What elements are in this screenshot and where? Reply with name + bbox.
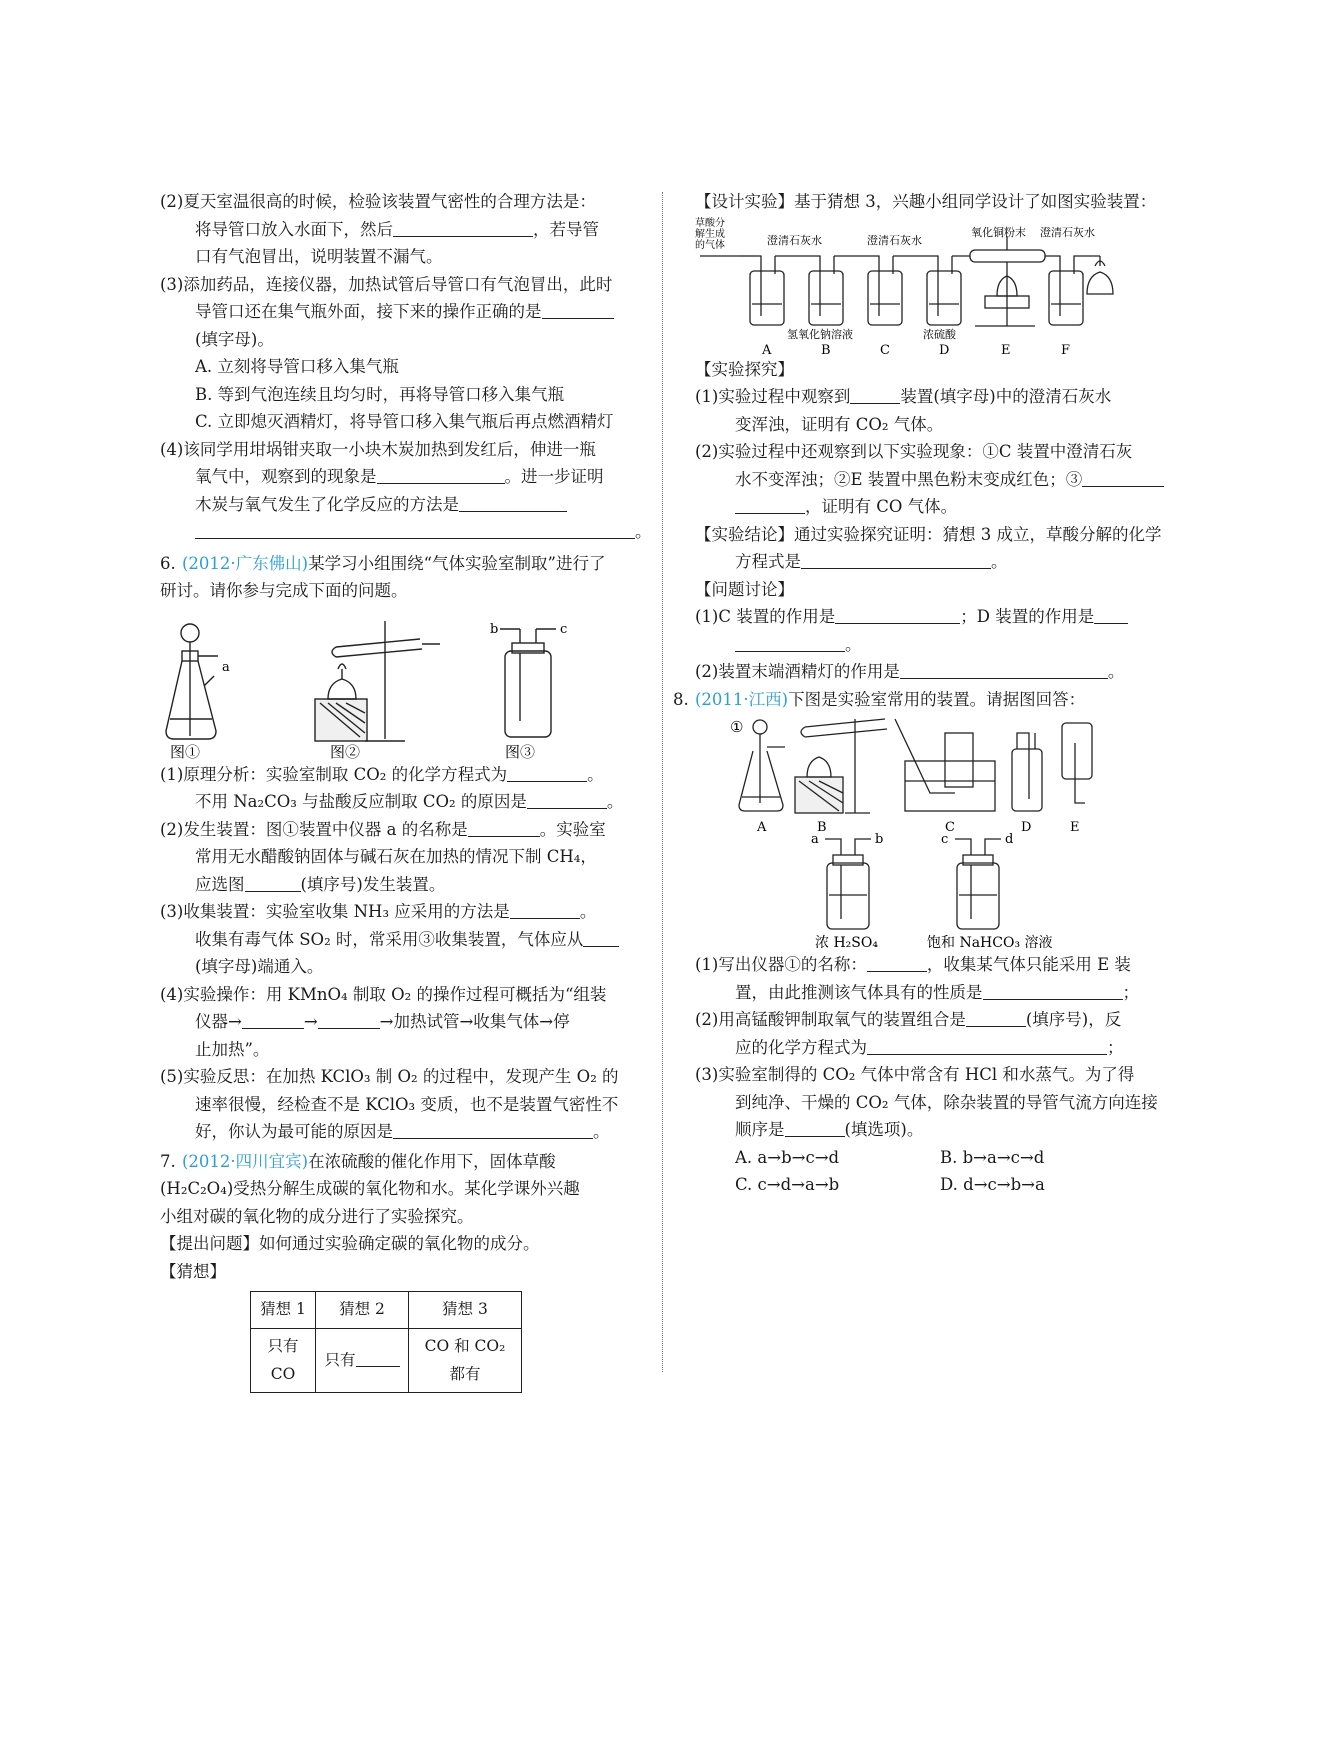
q6-4-line1: (4)实验操作：用 KMnO₄ 制取 O₂ 的操作过程可概括为“组装 <box>160 984 607 1004</box>
q6-3-line2: 收集有毒气体 SO₂ 时，常采用③收集装置，气体应从 <box>160 926 655 954</box>
q6-label-c: c <box>560 621 568 637</box>
answer-blank[interactable] <box>867 953 927 972</box>
q6-2-line1: (2)发生装置：图①装置中仪器 a 的名称是 。实验室 <box>160 819 606 839</box>
guess-head-2: 猜想 2 <box>316 1292 409 1329</box>
answer-blank[interactable] <box>459 493 567 512</box>
guess-cell-1: 只有 CO <box>251 1329 316 1393</box>
q8-options-row2 <box>695 1171 1175 1199</box>
q6-5-line2: 速率很慢，经检查不是 KClO₃ 变质，也不是装置气密性不 <box>195 1094 619 1114</box>
q8-port-c: c <box>941 832 949 847</box>
q6-intro: 6. (2012·广东佛山)某学习小组围绕“气体实验室制取”进行了 <box>160 553 606 573</box>
answer-blank[interactable] <box>245 873 301 892</box>
q8-letter-a: A <box>757 820 767 835</box>
q5-3-option-a: A. 立刻将导管口移入集气瓶 <box>195 357 399 376</box>
explore-2-line1: (2)实验过程中还观察到以下实验现象：①C 装置中澄清石灰 <box>695 442 1133 461</box>
guess-cell-2: 只有 <box>316 1329 409 1393</box>
q8-3-line2: 到纯净、干燥的 CO₂ 气体，除杂装置的导管气流方向连接 <box>735 1092 1158 1112</box>
q5-2-line3: 口有气泡冒出，说明装置不漏气。 <box>195 247 443 266</box>
answer-blank[interactable] <box>735 633 845 652</box>
q6-3-line1: (3)收集装置：实验室收集 NH₃ 应采用的方法是 。 <box>160 902 597 921</box>
q8-circle-label: ① <box>730 718 744 736</box>
column-divider <box>662 192 663 1372</box>
guess-table-header <box>251 1292 522 1329</box>
q8-2-line2: 应的化学方程式为 ； <box>735 1037 1124 1057</box>
label-naoh-solution: 氢氧化钠溶液 <box>787 327 853 341</box>
guess-table-row <box>251 1329 522 1393</box>
gas-in-label-1: 草酸分 <box>695 217 725 229</box>
q7-apparatus <box>695 216 1175 356</box>
answer-blank[interactable] <box>850 385 900 404</box>
discussion-2-line1: (2)装置末端酒精灯的作用是 。 <box>695 662 1125 681</box>
label-copper-oxide: 氧化铜粉末 <box>971 225 1026 239</box>
answer-blank[interactable] <box>983 981 1123 1000</box>
q5-3-option-b: B. 等到气泡连续且均匀时，再将导管口移入集气瓶 <box>195 384 565 404</box>
q8-letter-c: C <box>945 820 955 835</box>
q8-caption-nahco3: 饱和 NaHCO₃ 溶液 <box>927 935 1053 951</box>
conclusion-line1: 【实验结论】通过实验探究证明：猜想 3 成立，草酸分解的化学 <box>695 524 1162 544</box>
q8-port-d: d <box>1005 832 1014 847</box>
explore-1-line2: 变浑浊，证明有 CO₂ 气体。 <box>735 414 944 434</box>
q6-2-line3: 应选图 (填序号)发生装置。 <box>195 874 446 894</box>
label-lime-water-c: 澄清石灰水 <box>867 233 922 247</box>
gas-in-label-3: 的气体 <box>695 239 725 251</box>
answer-blank[interactable] <box>507 763 587 782</box>
apparatus-letter-d: D <box>939 342 950 356</box>
discussion-title: 【问题讨论】 <box>695 579 794 599</box>
q6-4-line2: 仪器→ → →加热试管→收集气体→停 <box>195 1012 570 1031</box>
answer-blank[interactable] <box>1082 468 1164 487</box>
conclusion-line2: 方程式是 。 <box>735 552 1008 571</box>
answer-blank[interactable] <box>542 300 614 319</box>
answer-blank[interactable] <box>785 1118 845 1137</box>
answer-blank[interactable] <box>510 900 580 919</box>
q8-port-b: b <box>875 832 884 847</box>
q8-figures <box>695 713 1175 951</box>
q8-2-line1: (2)用高锰酸钾制取氧气的装置组合是 (填序号)，反 <box>695 1010 1122 1029</box>
explore-1-line1: (1)实验过程中观察到 装置(填字母)中的澄清石灰水 <box>695 387 1112 406</box>
q6-label-b: b <box>490 621 499 637</box>
q8-caption-h2so4: 浓 H₂SO₄ <box>815 935 878 951</box>
q6-2-line2: 常用无水醋酸钠固体与碱石灰在加热的情况下制 CH₄， <box>195 847 597 866</box>
q8-3-line1: (3)实验室制得的 CO₂ 气体中常含有 HCl 和水蒸气。为了得 <box>695 1065 1135 1084</box>
q6-figures <box>160 611 655 761</box>
explore-2-line2: 水不变浑浊；②E 装置中黑色粉末变成红色；③ <box>695 466 1175 494</box>
q5-2-line1: (2)夏天室温很高的时候，检验该装置气密性的合理方法是： <box>160 192 596 211</box>
q5-3-line1: (3)添加药品，连接仪器，加热试管后导管口有气泡冒出，此时 <box>160 274 613 294</box>
q8-letter-e: E <box>1070 820 1080 835</box>
answer-blank[interactable] <box>900 660 1108 679</box>
q6-caption-1: 图① <box>170 742 201 761</box>
answer-blank[interactable] <box>468 818 540 837</box>
q8-1-line1: (1)写出仪器①的名称： ，收集某气体只能采用 E 装 <box>695 955 1131 974</box>
q7-intro-3: 小组对碳的氧化物的成分进行了实验探究。 <box>160 1206 474 1226</box>
q8-3-line3: 顺序是 (填选项)。 <box>735 1120 924 1139</box>
q7-source: (2012·四川宜宾) <box>182 1151 309 1171</box>
q7-intro-2: (H₂C₂O₄)受热分解生成碳的氧化物和水。某化学课外兴趣 <box>160 1179 580 1198</box>
answer-blank[interactable] <box>195 520 635 539</box>
discussion-1-line2: 。 <box>695 631 1175 659</box>
explore-title: 【实验探究】 <box>695 359 794 379</box>
q5-4-line2: 氧气中，观察到的现象是 。进一步证明 <box>195 467 604 486</box>
answer-blank[interactable] <box>966 1008 1026 1027</box>
apparatus-letter-b: B <box>821 342 831 356</box>
q6-label-a: a <box>222 659 230 675</box>
q7-apparatus-drawing <box>695 216 1175 356</box>
label-lime-water-f: 澄清石灰水 <box>1040 225 1095 239</box>
right-column <box>673 188 1175 1199</box>
q8-option-a: A. a→b→c→d <box>735 1147 840 1167</box>
q5-4-line3: 木炭与氧气发生了化学反应的方法是 <box>160 491 655 519</box>
q8-source: (2011·江西) <box>695 689 789 709</box>
q5-3-line3: (填字母)。 <box>195 329 274 349</box>
guess-cell-3: CO 和 CO₂ 都有 <box>409 1329 522 1393</box>
q8-option-c: C. c→d→a→b <box>735 1175 840 1194</box>
q8-letter-b: B <box>817 820 827 835</box>
q6-5-line3: 好，你认为最可能的原因是 。 <box>195 1122 610 1141</box>
label-conc-sulfuric: 浓硫酸 <box>923 327 956 341</box>
left-column <box>160 188 655 1393</box>
answer-blank[interactable] <box>393 1120 593 1139</box>
gas-in-label-2: 解生成 <box>695 228 725 240</box>
answer-blank[interactable] <box>393 218 533 237</box>
discussion-1-line1: (1)C 装置的作用是 ；D 装置的作用是 <box>695 603 1175 631</box>
q7-ask: 【提出问题】如何通过实验确定碳的氧化物的成分。 <box>160 1234 540 1253</box>
answer-blank[interactable] <box>356 1348 400 1367</box>
apparatus-letter-a: A <box>762 342 772 356</box>
q7-intro: 7. (2012·四川宜宾)在浓硫酸的催化作用下，固体草酸 <box>160 1151 556 1171</box>
q8-option-d: D. d→c→b→a <box>940 1175 1045 1194</box>
q5-3-line2: 导管口还在集气瓶外面，接下来的操作正确的是 <box>160 298 655 326</box>
q5-2-line2: 将导管口放入水面下，然后 ，若导管 <box>195 219 599 239</box>
q6-5-line1: (5)实验反思：在加热 KClO₃ 制 O₂ 的过程中，发现产生 O₂ 的 <box>160 1067 619 1086</box>
guess-head-3: 猜想 3 <box>409 1292 522 1329</box>
guess-head-1: 猜想 1 <box>251 1292 316 1329</box>
q6-caption-3: 图③ <box>505 742 536 761</box>
answer-blank[interactable] <box>318 1010 380 1029</box>
q7-guess-title: 【猜想】 <box>160 1261 226 1281</box>
answer-blank[interactable] <box>527 790 607 809</box>
q8-option-b: B. b→a→c→d <box>940 1147 1045 1167</box>
q6-apparatus-drawing <box>160 611 655 761</box>
guess-table <box>250 1291 522 1393</box>
label-lime-water-a: 澄清石灰水 <box>767 233 822 247</box>
q8-1-line2: 置，由此推测该气体具有的性质是 ； <box>735 982 1139 1002</box>
answer-blank[interactable] <box>242 1010 304 1029</box>
q5-4-line4: 。 <box>160 518 655 546</box>
q6-1-line1: (1)原理分析：实验室制取 CO₂ 的化学方程式为 。 <box>160 764 604 784</box>
q5-3-option-c: C. 立即熄灭酒精灯，将导管口移入集气瓶后再点燃酒精灯 <box>195 412 614 431</box>
answer-blank[interactable] <box>1094 605 1128 624</box>
q6-4-line3: 止加热”。 <box>195 1039 270 1059</box>
q8-apparatus-drawing <box>695 713 1175 951</box>
q6-caption-2: 图② <box>330 742 361 761</box>
apparatus-letter-f: F <box>1061 342 1071 356</box>
q6-intro-2: 研讨。请你参与完成下面的问题。 <box>160 581 408 600</box>
apparatus-letter-e: E <box>1001 342 1011 356</box>
q6-1-line2: 不用 Na₂CO₃ 与盐酸反应制取 CO₂ 的原因是 。 <box>195 792 624 811</box>
answer-blank[interactable] <box>377 465 505 484</box>
q8-letter-d: D <box>1021 820 1032 835</box>
answer-blank[interactable] <box>735 495 805 514</box>
answer-blank[interactable] <box>835 605 960 624</box>
q8-port-a: a <box>811 832 819 847</box>
apparatus-letter-c: C <box>880 342 890 356</box>
q6-3-line3: (填字母)端通入。 <box>195 957 324 976</box>
q8-intro: 8. (2011·江西)下图是实验室常用的装置。请据图回答： <box>673 689 1086 709</box>
design-intro: 【设计实验】基于猜想 3，兴趣小组同学设计了如图实验装置： <box>695 192 1157 211</box>
q5-4-line1: (4)该同学用坩埚钳夹取一小块木炭加热到发红后，伸进一瓶 <box>160 439 596 459</box>
explore-2-line3: ，证明有 CO 气体。 <box>695 493 1175 521</box>
answer-blank[interactable] <box>801 550 991 569</box>
answer-blank[interactable] <box>867 1036 1107 1055</box>
q6-source: (2012·广东佛山) <box>182 553 309 573</box>
q8-options-row1 <box>695 1144 1175 1172</box>
answer-blank[interactable] <box>583 928 619 947</box>
